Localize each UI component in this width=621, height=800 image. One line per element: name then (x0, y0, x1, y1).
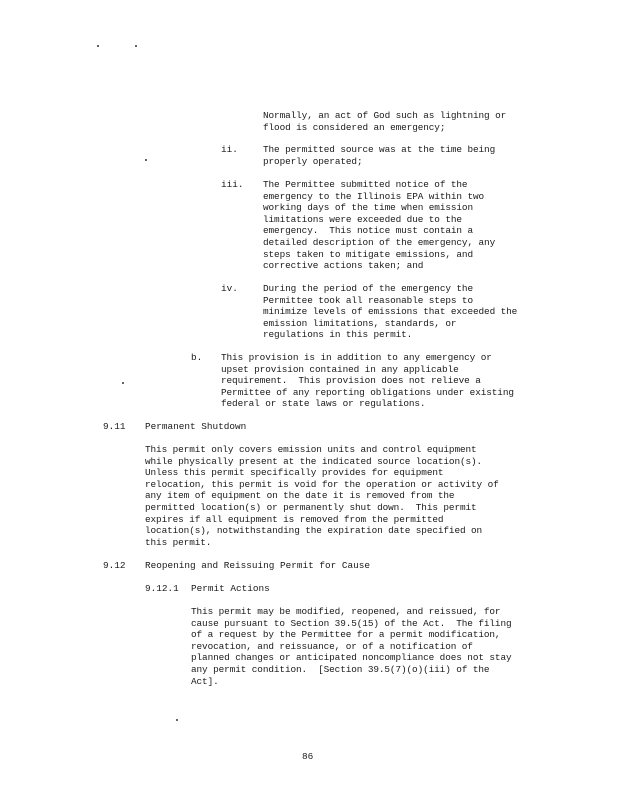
section-9-11-body: This permit only covers emission units and control equipment while physically present at the indicated source location(s). Unless this permit specifically provides for equipment relocation, this permit is void for the operation or activity of any item of equipment on the date it is removed from the permitted location(s) or permanently shut down. This permit expires if all equipment is removed from the permitted location(s), notwithstanding the expiration date specified on this permit. (145, 444, 499, 548)
item-ii-text: The permitted source was at the time being properly operated; (263, 144, 496, 167)
section-9-12-title: Reopening and Reissuing Permit for Cause (145, 560, 371, 571)
subsection-9-12-1-title: Permit Actions (191, 583, 270, 594)
item-b-label: b. (191, 352, 203, 363)
item-ii-label: ii. (221, 144, 238, 155)
page-number: 86 (302, 751, 314, 762)
item-iii-label: iii. (221, 179, 244, 190)
item-b-text: This provision is in addition to any emergency or upset provision contained in any applicable requirement. This provision does not relieve a Permittee of any reporting obligations under existing federal or state laws or regulations. (221, 352, 514, 410)
scan-speck (145, 159, 147, 161)
item-iv-label: iv. (221, 283, 238, 294)
section-9-11-number: 9.11 (103, 421, 126, 432)
item-iii-text: The Permittee submitted notice of the emergency to the Illinois EPA within two working days of the time when emission limitations were exceeded due to the emergency. This notice must contain a detailed description of the emergency, any steps taken to mitigate emissions, and corrective actions taken; and (263, 179, 496, 272)
scan-speck (176, 719, 178, 721)
scan-speck (135, 45, 137, 47)
subsection-9-12-1-body: This permit may be modified, reopened, and reissued, for cause pursuant to Section 39.5(15) of the Act. The filing of a request by the Permittee for a permit modification, revocation, and reissuance, or of a notification of planned changes or anticipated noncompliance does not stay any permit condition. [Section 39.5(7)(o)(iii) of the Act]. (191, 606, 512, 687)
section-9-12-number: 9.12 (103, 560, 126, 571)
continuation-paragraph: Normally, an act of God such as lightning or flood is considered an emergency; (263, 110, 507, 133)
scan-speck (122, 382, 124, 384)
scan-speck (97, 45, 99, 47)
item-iv-text: During the period of the emergency the Permittee took all reasonable steps to minimize levels of emissions that exceeded the emission limitations, standards, or regulations in this permit. (263, 283, 518, 341)
subsection-9-12-1-number: 9.12.1 (145, 583, 179, 594)
section-9-11-title: Permanent Shutdown (145, 421, 247, 432)
